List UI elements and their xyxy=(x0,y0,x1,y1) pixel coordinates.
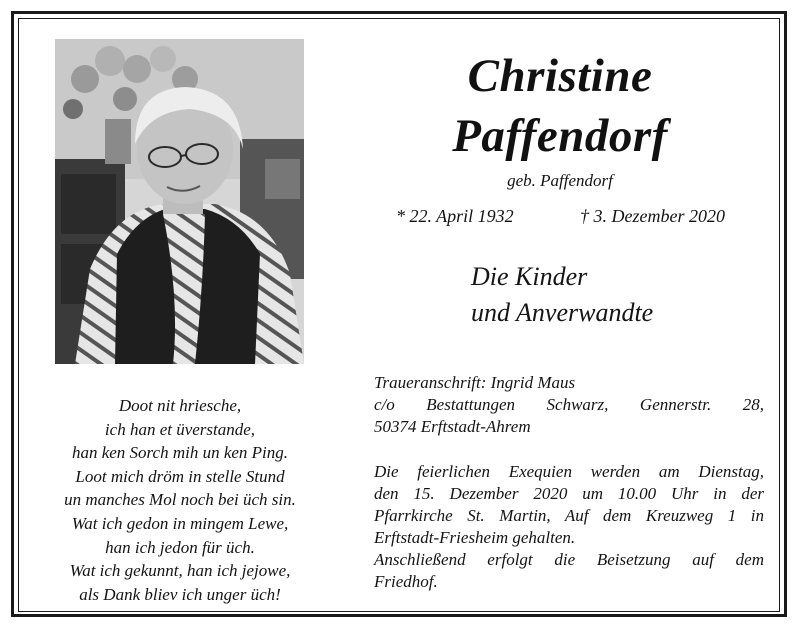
death-date: † 3. Dezember 2020 xyxy=(580,206,725,226)
deceased-last-name: Paffendorf xyxy=(452,110,668,162)
portrait-photo xyxy=(55,39,304,364)
address-line: 50374 Erftstadt-Ahrem xyxy=(374,417,531,436)
poem xyxy=(20,394,340,606)
service-line: Erftstadt-Friesheim gehalten. xyxy=(374,528,576,547)
birth-date: * 22. April 1932 xyxy=(396,206,514,226)
deceased-first-name: Christine xyxy=(467,50,653,102)
condolence-address xyxy=(374,372,764,438)
service-line: Die feierlichen Exequien werden am Dienstag, xyxy=(374,462,764,481)
mourners-signature xyxy=(471,259,653,331)
mourners-line: und Anverwandte xyxy=(471,298,654,327)
maiden-name: geb. Paffendorf xyxy=(507,171,613,190)
service-line: Pfarrkirche St. Martin, Auf dem Kreuzweg 1 in xyxy=(374,506,764,525)
poem-line: Wat ich gedon in mingem Lewe, xyxy=(71,513,289,533)
service-line: den 15. Dezember 2020 um 10.00 Uhr in der xyxy=(374,484,764,503)
poem-line: Loot mich dröm in stelle Stund xyxy=(75,466,285,486)
mourners-line: Die Kinder xyxy=(471,262,588,291)
poem-line: ich han et üverstande, xyxy=(104,419,256,439)
service-line: Friedhof. xyxy=(374,572,438,591)
funeral-service-notice xyxy=(374,461,764,593)
poem-line: han ich jedon für üch. xyxy=(105,537,255,557)
poem-line: un manches Mol noch bei üch sin. xyxy=(64,490,296,510)
address-line: c/o Bestattungen Schwarz, Gennerstr. 28, xyxy=(374,395,764,414)
poem-line: als Dank bliev ich unger üch! xyxy=(79,584,281,604)
service-line: Anschließend erfolgt die Beisetzung auf dem xyxy=(374,550,764,569)
poem-line: han ken Sorch mih un ken Ping. xyxy=(71,443,289,463)
poem-line: Doot nit hriesche, xyxy=(118,396,242,415)
address-line: Traueranschrift: Ingrid Maus xyxy=(374,373,576,392)
poem-line: Wat ich gekunnt, han ich jejowe, xyxy=(69,561,291,581)
